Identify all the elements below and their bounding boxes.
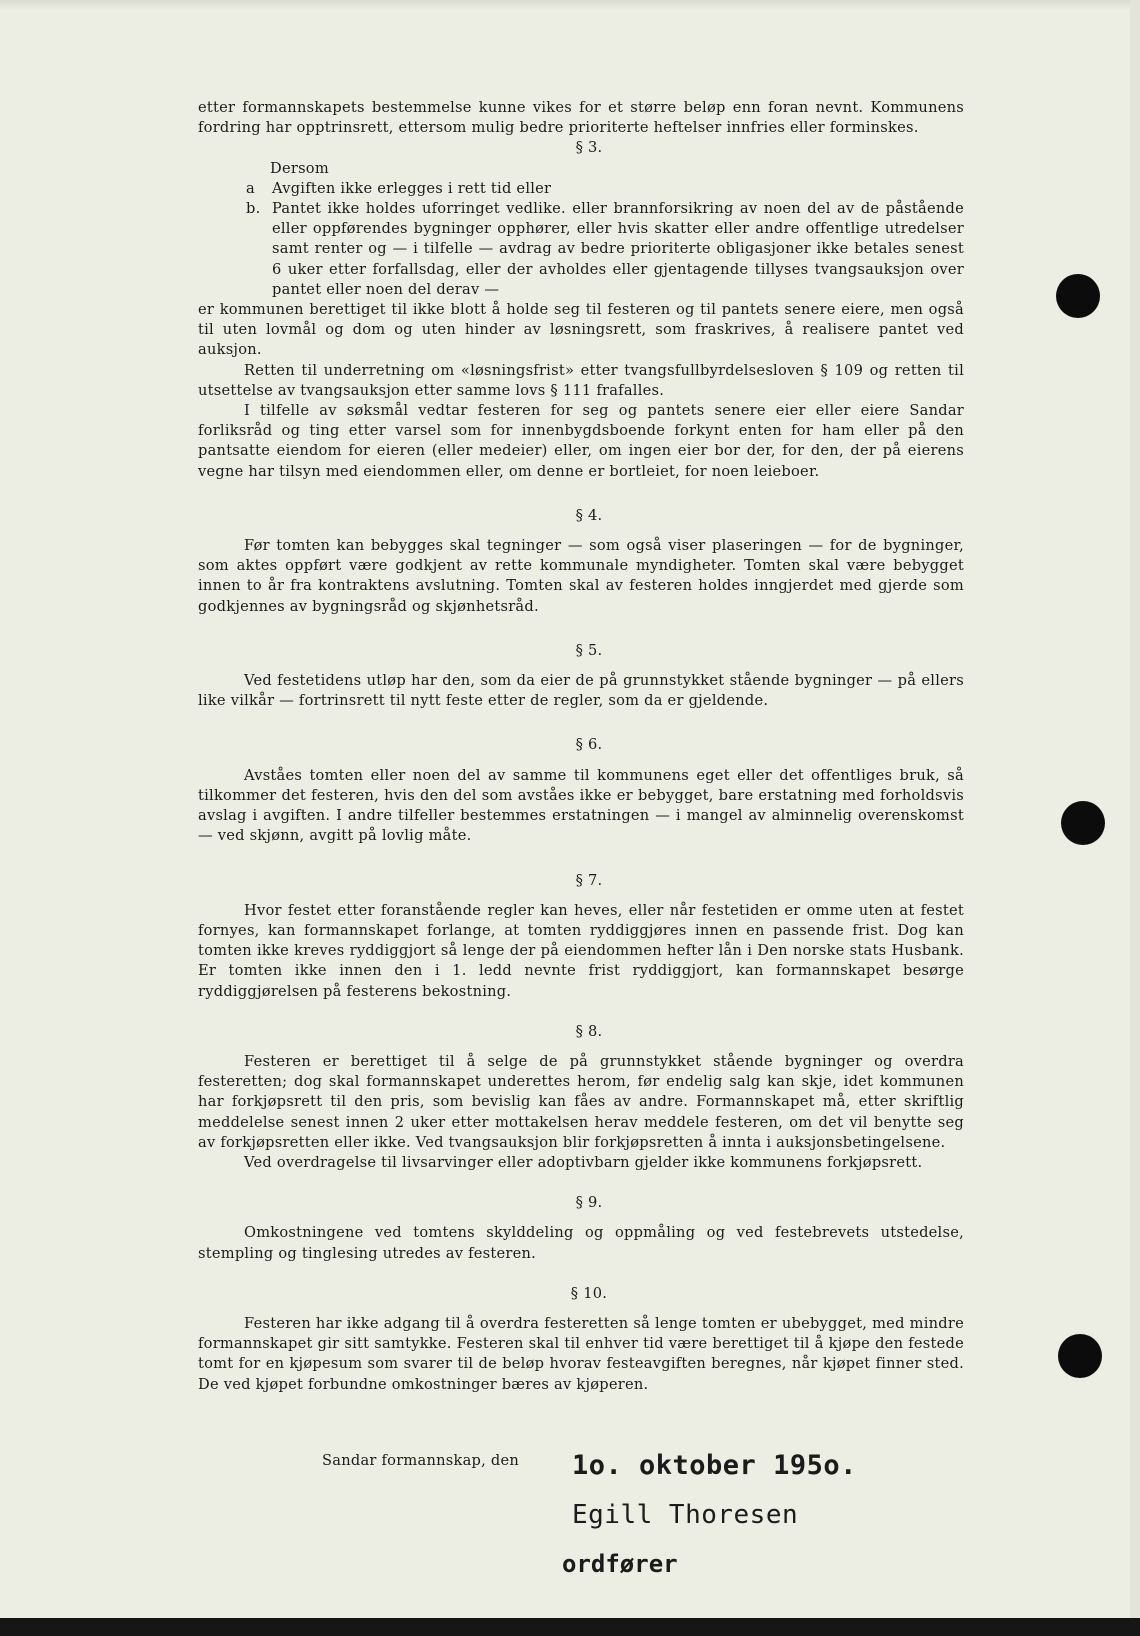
page-right-edge (1130, 0, 1140, 1618)
section-5-paragraph: Ved festetidens utløp har den, som da eier de på grunnstykket stående bygninger — på ellers like vilkår — fortrinsrett til nytt feste etter de regler, som da er gjeldende. (198, 672, 964, 710)
document-body (198, 98, 964, 1395)
section-3-paragraph-1: er kommunen berettiget til ikke blott å holde seg til festeren og til pantets senere eiere, men også til uten lovmål og dom og uten hinder av løsningsrett, som fraskrives, å realisere pantet ved auksjon. (198, 301, 964, 359)
signature-date: 1o. oktober 195o. (572, 1450, 857, 1481)
section-3-item-b (198, 199, 964, 300)
section-3-heading: § 3. (575, 139, 603, 157)
section-10-paragraph: Festeren har ikke adgang til å overdra festeretten så lenge tomten er ubebygget, med mindre formannskapet gir sitt samtykke. Festeren skal til enhver tid være berettiget til å kjøpe den festede tomt for en kjøpesum som svarer til de beløp hvorav festeavgiften beregnes, når kjøpet finner sted. De ved kjøpet forbundne omkostninger bæres av kjøperen. (198, 1314, 964, 1393)
binder-hole-middle (1061, 801, 1105, 845)
section-6-heading: § 6. (575, 736, 603, 754)
section-3-dersom: Dersom (270, 159, 329, 177)
item-a-text: Avgiften ikke erlegges i rett tid eller (272, 179, 552, 197)
section-7-paragraph: Hvor festet etter foranstående regler kan heves, eller når festetiden er omme uten at festet fornyes, kan formannskapet forlange, at tomten ryddiggjøres innen en passende frist. Dog kan tomten ikke kreves ryddiggjort så lenge der på eiendommen hefter lån i Den norske stats Husbank. Er tomten ikke innen den i 1. ledd nevnte frist ryddiggjort, kan formannskapet besørge ryddiggjørelsen på festerens bekostning. (198, 901, 964, 1000)
section-7-heading: § 7. (575, 871, 603, 889)
section-5-heading: § 5. (575, 641, 603, 659)
section-10-heading: § 10. (570, 1284, 608, 1302)
page-top-edge (0, 0, 1140, 10)
item-b-marker: b. (246, 200, 261, 218)
binder-hole-top (1056, 274, 1100, 318)
signature-name: Egill Thoresen (572, 1500, 799, 1530)
section-8-paragraph-2: Ved overdragelse til livsarvinger eller adoptivbarn gjelder ikke kommunens forkjøpsrett. (244, 1153, 923, 1171)
section-3-paragraph-3: I tilfelle av søksmål vedtar festeren for seg og pantets senere eier eller eiere Sandar forliksråd og ting etter varsel som for innenbygdsboende forkynt enten for ham eller på den pantsatte eiendom for eieren (eller medeier) eller, om ingen eier bor der, for den, der på eierens vegne har tilsyn med eiendommen eller, om denne er bortleiet, for noen leieboer. (198, 402, 964, 480)
section-8-heading: § 8. (575, 1022, 603, 1040)
item-b-text: Pantet ikke holdes uforringet vedlike. eller brannforsikring av noen del av de påstående eller oppførendes bygninger opphører, eller hvis skatter eller andre offentlige utredelser samt renter og — i tilfelle — avdrag av bedre prioriterte obligasjoner ikke betales senest 6 uker etter forfallsdag, eller der avholdes eller gjentagende tillyses tvangsauksjon over pantet eller noen del derav — (272, 200, 964, 298)
binder-hole-bottom (1058, 1334, 1102, 1378)
section-3-paragraph-2: Retten til underretning om «løsningsfrist» etter tvangsfullbyrdelsesloven § 109 og retten til utsettelse av tvangsauksjon etter samme lovs § 111 frafalles. (198, 361, 964, 399)
section-3-item-a (198, 179, 964, 199)
section-8-paragraph-1: Festeren er berettiget til å selge de på grunnstykket stående bygninger og overdra festeretten; dog skal formannskapet underettes herom, før endelig salg kan skje, idet kommunen har forkjøpsrett til den pris, som bevislig kan fåes av andre. Formannskapet må, etter skriftlig meddelelse senest innen 2 uker etter mottakelsen herav meddele festeren, om det vil benytte seg av forkjøpsretten eller ikke. Ved tvangsauksjon blir forkjøpsretten å innta i auksjonsbetingelsene. (198, 1052, 964, 1151)
scan-bottom-border (0, 1618, 1140, 1636)
item-a-marker: a (246, 179, 255, 197)
signature-title: ordfører (562, 1550, 678, 1578)
section-9-heading: § 9. (575, 1194, 603, 1212)
section-4-paragraph: Før tomten kan bebygges skal tegninger — som også viser plaseringen — for de bygninger, som aktes oppført være godkjent av rette kommunale myndigheter. Tomten skal være bebygget innen to år fra kontraktens avslutning. Tomten skal av festeren holdes inngjerdet med gjerde som godkjennes av bygningsråd og skjønhetsråd. (198, 537, 964, 615)
section-4-heading: § 4. (575, 506, 603, 524)
section-6-paragraph: Avståes tomten eller noen del av samme til kommunens eget eller det offentliges bruk, så tilkommer det festeren, hvis den del som avståes ikke er bebygget, bare erstatning med forholdsvis avslag i avgiften. I andre tilfeller bestemmes erstatningen — i mangel av alminnelig overenskomst — ved skjønn, avgitt på lovlig måte. (198, 766, 964, 845)
section-9-paragraph: Omkostningene ved tomtens skylddeling og oppmåling og ved festebrevets utstedelse, stempling og tinglesing utredes av festeren. (198, 1224, 964, 1262)
signature-place-line: Sandar formannskap, den (322, 1452, 520, 1469)
intro-paragraph: etter formannskapets bestemmelse kunne vikes for et større beløp enn foran nevnt. Kommunens fordring har opptrinsrett, ettersom mulig bedre prioriterte heftelser innfries eller forminskes. (198, 99, 964, 137)
